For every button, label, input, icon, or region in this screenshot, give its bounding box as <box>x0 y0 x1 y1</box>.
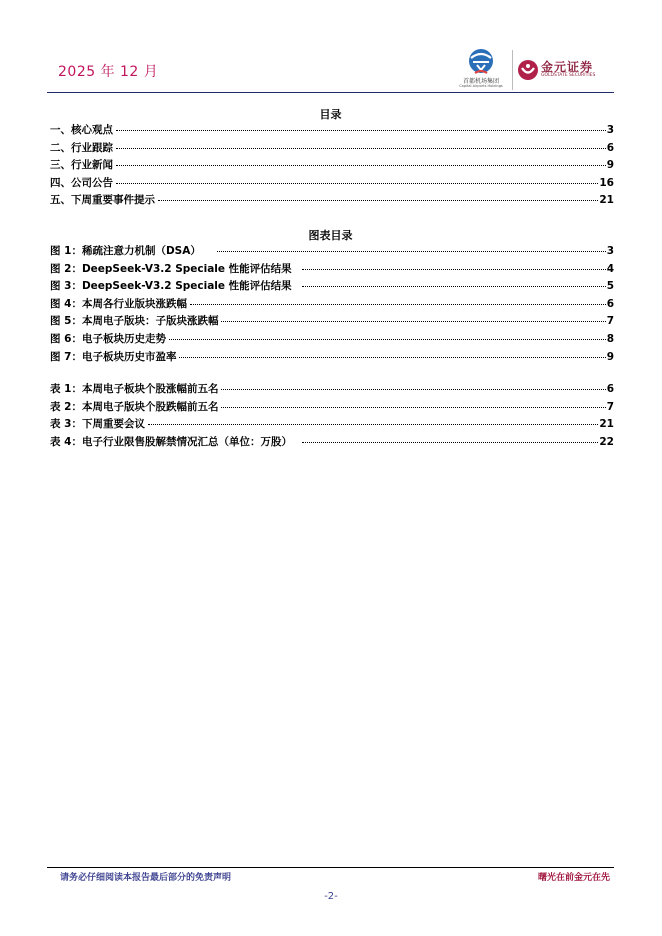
figure-entry-page: 8 <box>606 332 614 345</box>
company-slogan: 曙光在前金元在先 <box>537 873 610 883</box>
table-entry[interactable] <box>50 416 614 434</box>
dot-leader <box>221 407 605 408</box>
capital-airports-emblem-icon <box>455 48 507 76</box>
dot-leader <box>302 442 598 443</box>
table-entry[interactable] <box>50 434 614 452</box>
table-entry-page: 7 <box>606 400 614 413</box>
figure-entry[interactable] <box>50 349 614 367</box>
figure-entry[interactable] <box>50 278 614 296</box>
capital-airports-name: 首都机场集团 <box>462 78 499 85</box>
figure-entry[interactable] <box>50 296 614 314</box>
toc-title: 目录 <box>319 108 342 121</box>
page-number: -2- <box>324 891 338 902</box>
table-entry-label: 表 4：电子行业限售股解禁情况汇总（单位：万股） <box>50 435 292 448</box>
figure-entry-label: 图 5：本周电子版块：子版块涨跌幅 <box>50 315 219 328</box>
figure-entry-page: 4 <box>606 262 614 275</box>
table-entry-page: 21 <box>599 418 614 431</box>
table-entry[interactable] <box>50 381 614 399</box>
dot-leader <box>116 183 598 184</box>
toc-entry-label: 一、核心观点 <box>50 124 113 136</box>
goldstate-english-name: GOLDSTATE SECURITIES <box>541 73 596 78</box>
figure-entry-page: 6 <box>606 297 614 310</box>
goldstate-emblem-icon <box>517 59 539 81</box>
toc-entry-page: 21 <box>599 194 614 207</box>
toc-entry[interactable] <box>50 140 614 158</box>
figure-list-title: 图表目录 <box>308 229 353 242</box>
report-date: 2025 年 12 月 <box>58 64 159 80</box>
figure-entry-page: 9 <box>606 350 614 363</box>
figure-entry[interactable] <box>50 313 614 331</box>
dot-leader <box>158 200 598 201</box>
figure-entry-page: 3 <box>606 245 614 257</box>
figure-entry-page: 7 <box>606 315 614 328</box>
toc-entry[interactable] <box>50 157 614 175</box>
table-entry-label: 表 2：本周电子版块个股跌幅前五名 <box>50 400 219 413</box>
toc-list <box>50 122 614 210</box>
figure-entry-label: 图 2：DeepSeek-V3.2 Speciale 性能评估结果 <box>50 262 292 275</box>
dot-leader <box>179 357 605 358</box>
table-entry-label: 表 3：下周重要会议 <box>50 418 145 431</box>
figure-entry[interactable] <box>50 261 614 279</box>
logo-divider <box>512 50 513 90</box>
figure-entry-label: 图 3：DeepSeek-V3.2 Speciale 性能评估结果 <box>50 280 292 293</box>
table-entry-label: 表 1：本周电子板块个股涨幅前五名 <box>50 383 219 395</box>
figure-entry-page: 5 <box>606 280 614 293</box>
toc-entry-label: 五、下周重要事件提示 <box>50 194 155 207</box>
capital-airports-english-name: Capital Airports Holdings <box>459 84 503 88</box>
figure-entry[interactable] <box>50 331 614 349</box>
figure-entry-label: 图 6：电子板块历史走势 <box>50 332 166 345</box>
toc-entry-page: 9 <box>606 159 614 172</box>
dot-leader <box>221 321 605 322</box>
table-entry[interactable] <box>50 399 614 417</box>
toc-entry-page: 6 <box>606 141 614 154</box>
table-entry-page: 6 <box>606 383 614 395</box>
dot-leader <box>116 165 606 166</box>
table-entry-page: 22 <box>599 435 614 448</box>
dot-leader <box>116 130 606 131</box>
goldstate-logo <box>517 52 617 88</box>
toc-entry-label: 三、行业新闻 <box>50 159 113 172</box>
toc-entry[interactable] <box>50 175 614 193</box>
dot-leader <box>302 269 606 270</box>
dot-leader <box>302 286 606 287</box>
dot-leader <box>148 424 598 425</box>
dot-leader <box>169 339 606 340</box>
figure-list <box>50 243 614 366</box>
goldstate-name: 金元证券 <box>541 60 594 74</box>
figure-entry-label: 图 4：本周各行业版块涨跌幅 <box>50 297 187 310</box>
toc-entry-page: 16 <box>599 176 614 189</box>
figure-entry[interactable] <box>50 243 614 261</box>
table-list <box>50 381 614 451</box>
dot-leader <box>190 304 606 305</box>
toc-entry-page: 3 <box>606 124 614 136</box>
toc-entry[interactable] <box>50 192 614 210</box>
toc-entry-label: 四、公司公告 <box>50 176 113 189</box>
header-divider <box>47 92 614 93</box>
disclaimer-notice: 请务必仔细阅读本报告最后部分的免责声明 <box>60 873 232 883</box>
toc-entry-label: 二、行业跟踪 <box>50 141 113 154</box>
dot-leader <box>116 148 606 149</box>
dot-leader <box>217 251 606 252</box>
toc-entry[interactable] <box>50 122 614 140</box>
figure-entry-label: 图 7：电子板块历史市盈率 <box>50 350 177 363</box>
figure-entry-label: 图 1：稀疏注意力机制（DSA） <box>50 245 201 257</box>
footer-divider <box>47 867 614 868</box>
dot-leader <box>221 389 605 390</box>
capital-airports-logo <box>455 48 507 92</box>
